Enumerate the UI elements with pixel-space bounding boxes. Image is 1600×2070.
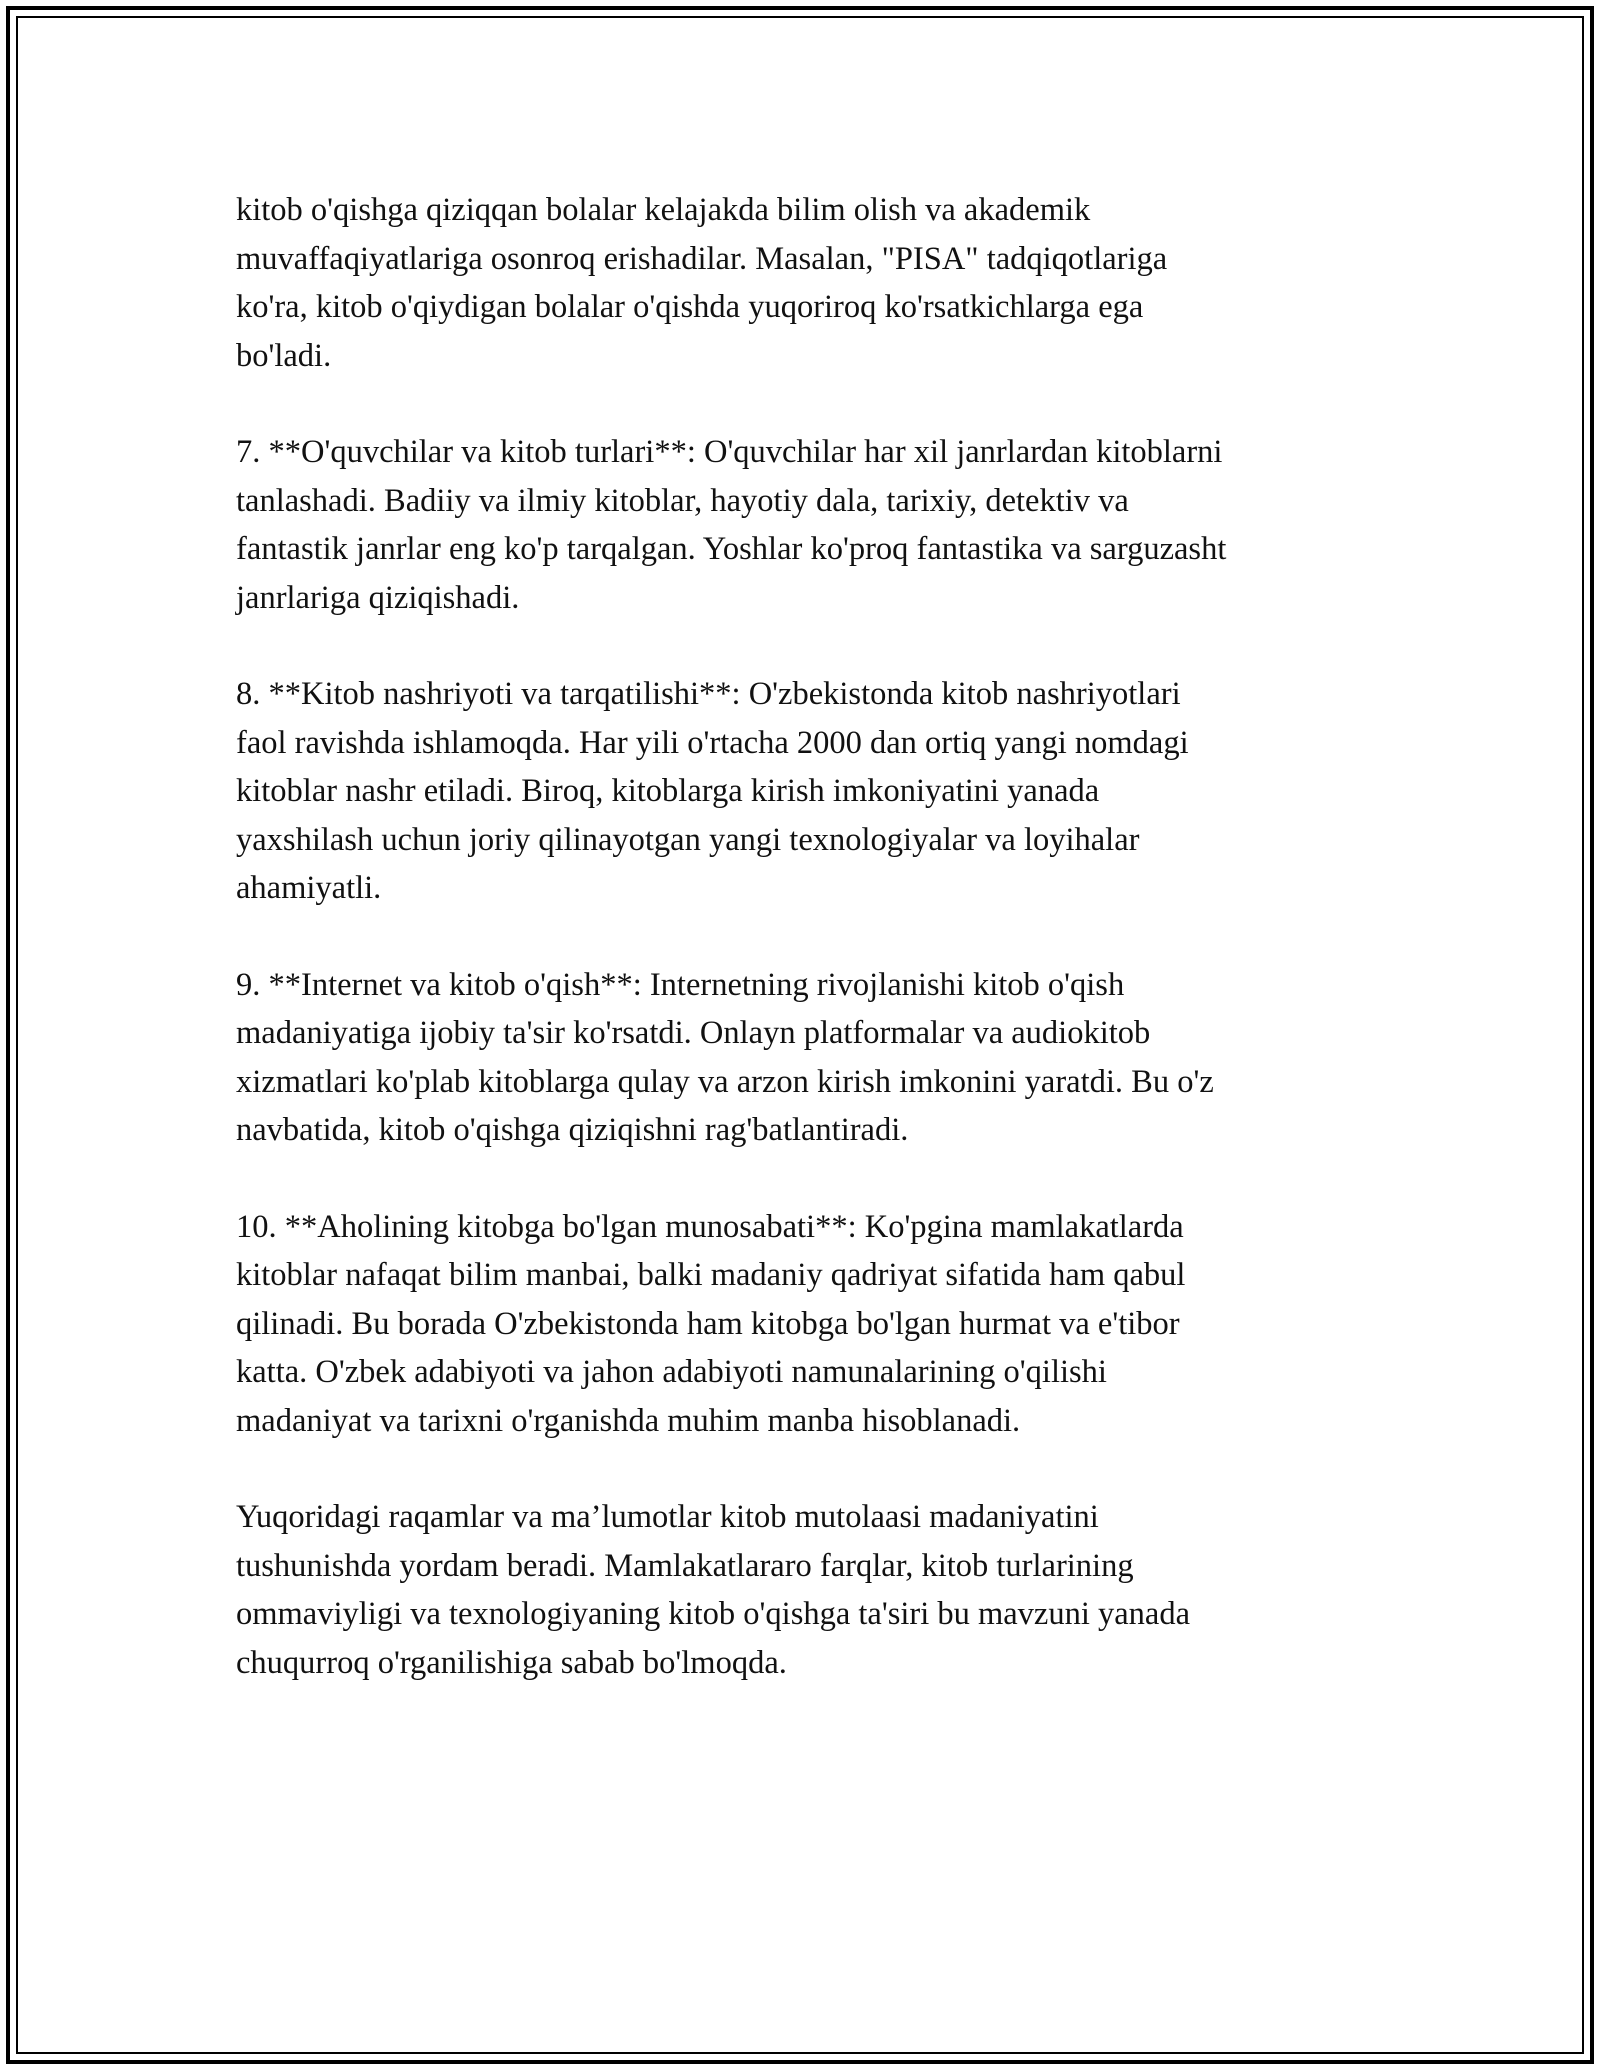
text-line: ommaviyligi va texnologiyaning kitob o'qishga ta'siri bu mavzuni yanada [236,1596,1191,1632]
text-line: yaxshilash uchun joriy qilinayotgan yangi texnologiyalar va loyihalar [236,821,1140,858]
text-line: tushunishda yordam beradi. Mamlakatlararo farqlar, kitob turlarining [236,1547,1134,1584]
text-line: chuqurroq o'rganilishiga sabab bo'lmoqda. [236,1644,787,1681]
text-line: bo'ladi. [236,337,332,374]
paragraph-item-7 [236,428,1386,622]
text-line: faol ravishda ishlamoqda. Har yili o'rtacha 2000 dan ortiq yangi nomdagi [236,724,1189,761]
text-line: muvaffaqiyatlariga osonroq erishadilar. Masalan, "PISA" tadqiqotlariga [236,240,1168,277]
text-line: kitob o'qishga qiziqqan bolalar kelajakda bilim olish va akademik [236,192,1091,228]
text-line: kitoblar nafaqat bilim manbai, balki madaniy qadriyat sifatida ham qabul [236,1257,1186,1293]
text-line: navbatida, kitob o'qishga qiziqishni rag'batlantiradi. [236,1112,909,1148]
text-line: ahamiyatli. [236,870,382,906]
text-line: tanlashadi. Badiiy va ilmiy kitoblar, hayotiy dala, tarixiy, detektiv va [236,482,1129,519]
text-line: janrlariga qiziqishadi. [236,579,520,616]
text-line: kitoblar nashr etiladi. Biroq, kitoblarga kirish imkoniyatini yanada [236,773,1100,809]
paragraph-conclusion [236,1493,1386,1687]
text-line: madaniyatiga ijobiy ta'sir ko'rsatdi. Onlayn platformalar va audiokitob [236,1015,1151,1051]
paragraph-intro-continuation [236,186,1386,380]
text-line: 8. **Kitob nashriyoti va tarqatilishi**: O'zbekistonda kitob nashriyotlari [236,676,1181,712]
text-line: xizmatlari ko'plab kitoblarga qulay va arzon kirish imkonini yaratdi. Bu o'z [236,1063,1214,1100]
text-line: ko'ra, kitob o'qiydigan bolalar o'qishda yuqoriroq ko'rsatkichlarga ega [236,289,1144,325]
text-line: qilinadi. Bu borada O'zbekistonda ham kitobga bo'lgan hurmat va e'tibor [236,1305,1180,1342]
text-line: madaniyat va tarixni o'rganishda muhim manba hisoblanadi. [236,1402,1021,1439]
document-body [236,186,1386,1735]
text-line: fantastik janrlar eng ko'p tarqalgan. Yoshlar ko'proq fantastika va sarguzasht [236,531,1227,567]
text-line: katta. O'zbek adabiyoti va jahon adabiyoti namunalarining o'qilishi [236,1354,1107,1390]
text-line: Yuqoridagi raqamlar va ma’lumotlar kitob mutolaasi madaniyatini [236,1499,1099,1535]
paragraph-item-10 [236,1203,1386,1446]
paragraph-item-8 [236,670,1386,913]
text-line: 7. **O'quvchilar va kitob turlari**: O'quvchilar har xil janrlardan kitoblarni [236,434,1223,470]
text-line: 10. **Aholining kitobga bo'lgan munosabati**: Ko'pgina mamlakatlarda [236,1208,1184,1245]
paragraph-item-9 [236,961,1386,1155]
text-line: 9. **Internet va kitob o'qish**: Internetning rivojlanishi kitob o'qish [236,966,1125,1003]
